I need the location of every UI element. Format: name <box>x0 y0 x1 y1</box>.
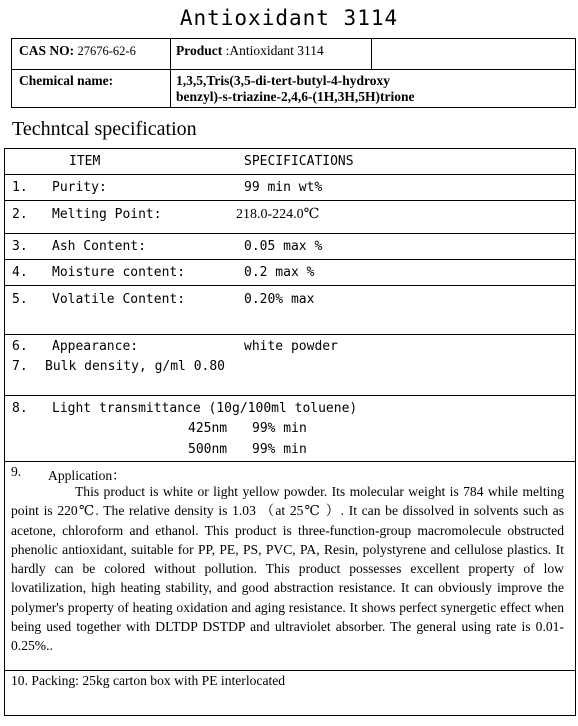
chemical-name-line-2: benzyl)-s-triazine-2,4,6-(1H,3H,5H)trione <box>176 89 415 104</box>
row-label: Bulk density, g/ml 0.80 <box>45 359 226 374</box>
row-number: 5. <box>12 292 28 307</box>
row-number: 9. <box>11 464 22 479</box>
row-divider <box>4 200 576 201</box>
row-number: 3. <box>12 239 28 254</box>
row-number: 4. <box>12 265 28 280</box>
header-col-divider <box>170 38 171 108</box>
product-value: Antioxidant 3114 <box>229 43 324 58</box>
row-number: 6. <box>12 339 28 354</box>
row-label: Volatile Content: <box>52 292 186 307</box>
packing-text: 10. Packing: 25kg carton box with PE interlocated <box>11 673 286 688</box>
application-paragraph <box>11 482 564 656</box>
section-heading: Techntcal specification <box>12 118 197 140</box>
row-label: Melting Point: <box>52 207 162 222</box>
row-value: 0.05 max % <box>244 239 323 254</box>
document-title: Antioxidant 3114 <box>179 6 399 30</box>
row-number: 2. <box>12 207 28 222</box>
header-divider <box>11 69 576 70</box>
cas-label: CAS NO <box>19 43 70 58</box>
row-divider <box>4 395 576 396</box>
row-number: 8. <box>12 401 28 416</box>
row-divider <box>4 233 576 234</box>
row-number: 7. <box>12 359 28 374</box>
row-divider <box>4 334 576 335</box>
product-label: Product <box>176 43 223 58</box>
wavelength-label: 425nm <box>188 421 228 436</box>
row-divider <box>4 670 576 671</box>
row-value: white powder <box>244 339 338 354</box>
row-divider <box>4 259 576 260</box>
cas-field <box>19 42 136 60</box>
cas-value: 27676-62-6 <box>77 44 136 58</box>
transmittance-value: 99% min <box>252 421 307 436</box>
cas-sep: : <box>69 43 78 58</box>
application-text: This product is white or light yellow powder. Its molecular weight is 784 while melting point is 220℃. The relative density is 1.03 （at 25℃ ）. It can be dissolved in solvents such as acetone, chloroform and ethanol. This product is three-function-group macromolecule obstructed phenolic antioxidant, suitable for PP, PE, PS, PVC, PA, Resin, polystyrene and cellulose plastics. It hardly can be colored without pollution. This product possesses excellent property of low lovatilization, high heating stability, and good abstraction resistance. It can obviously improve the polymer's property of heating oxidation and aging resistance. It shows perfect synergetic effect when being used together with DLTDP DSTDP and ultraviolet absorber. The general using rate is 0.01-0.25%.. <box>11 484 564 654</box>
chemical-name-label: Chemical name: <box>19 73 114 88</box>
row-label: Moisture content: <box>52 265 186 280</box>
row-label: Purity: <box>52 180 107 195</box>
header-col-divider-2 <box>371 38 372 69</box>
transmittance-value: 99% min <box>252 442 307 457</box>
row-number: 1. <box>12 180 28 195</box>
row-value: 99 min wt% <box>244 180 323 195</box>
row-divider <box>4 461 576 462</box>
wavelength-label: 500nm <box>188 442 228 457</box>
row-label: Light transmittance (10g/100ml toluene) <box>52 401 358 416</box>
row-value: 0.20% max <box>244 292 315 307</box>
product-sep: : <box>222 43 230 58</box>
row-label: Appearance: <box>52 339 139 354</box>
col-header-item: ITEM <box>69 154 101 169</box>
row-divider <box>4 174 576 175</box>
product-field <box>176 42 324 60</box>
row-divider <box>4 285 576 286</box>
row-value: 218.0-224.0℃ <box>236 207 320 222</box>
row-label: Ash Content: <box>52 239 146 254</box>
application-label: Application： <box>48 468 126 483</box>
row-value: 0.2 max % <box>244 265 315 280</box>
chemical-name-line-1: 1,3,5,Tris(3,5-di-tert-butyl-4-hydroxy <box>176 73 390 88</box>
col-header-specifications: SPECIFICATIONS <box>244 154 354 169</box>
